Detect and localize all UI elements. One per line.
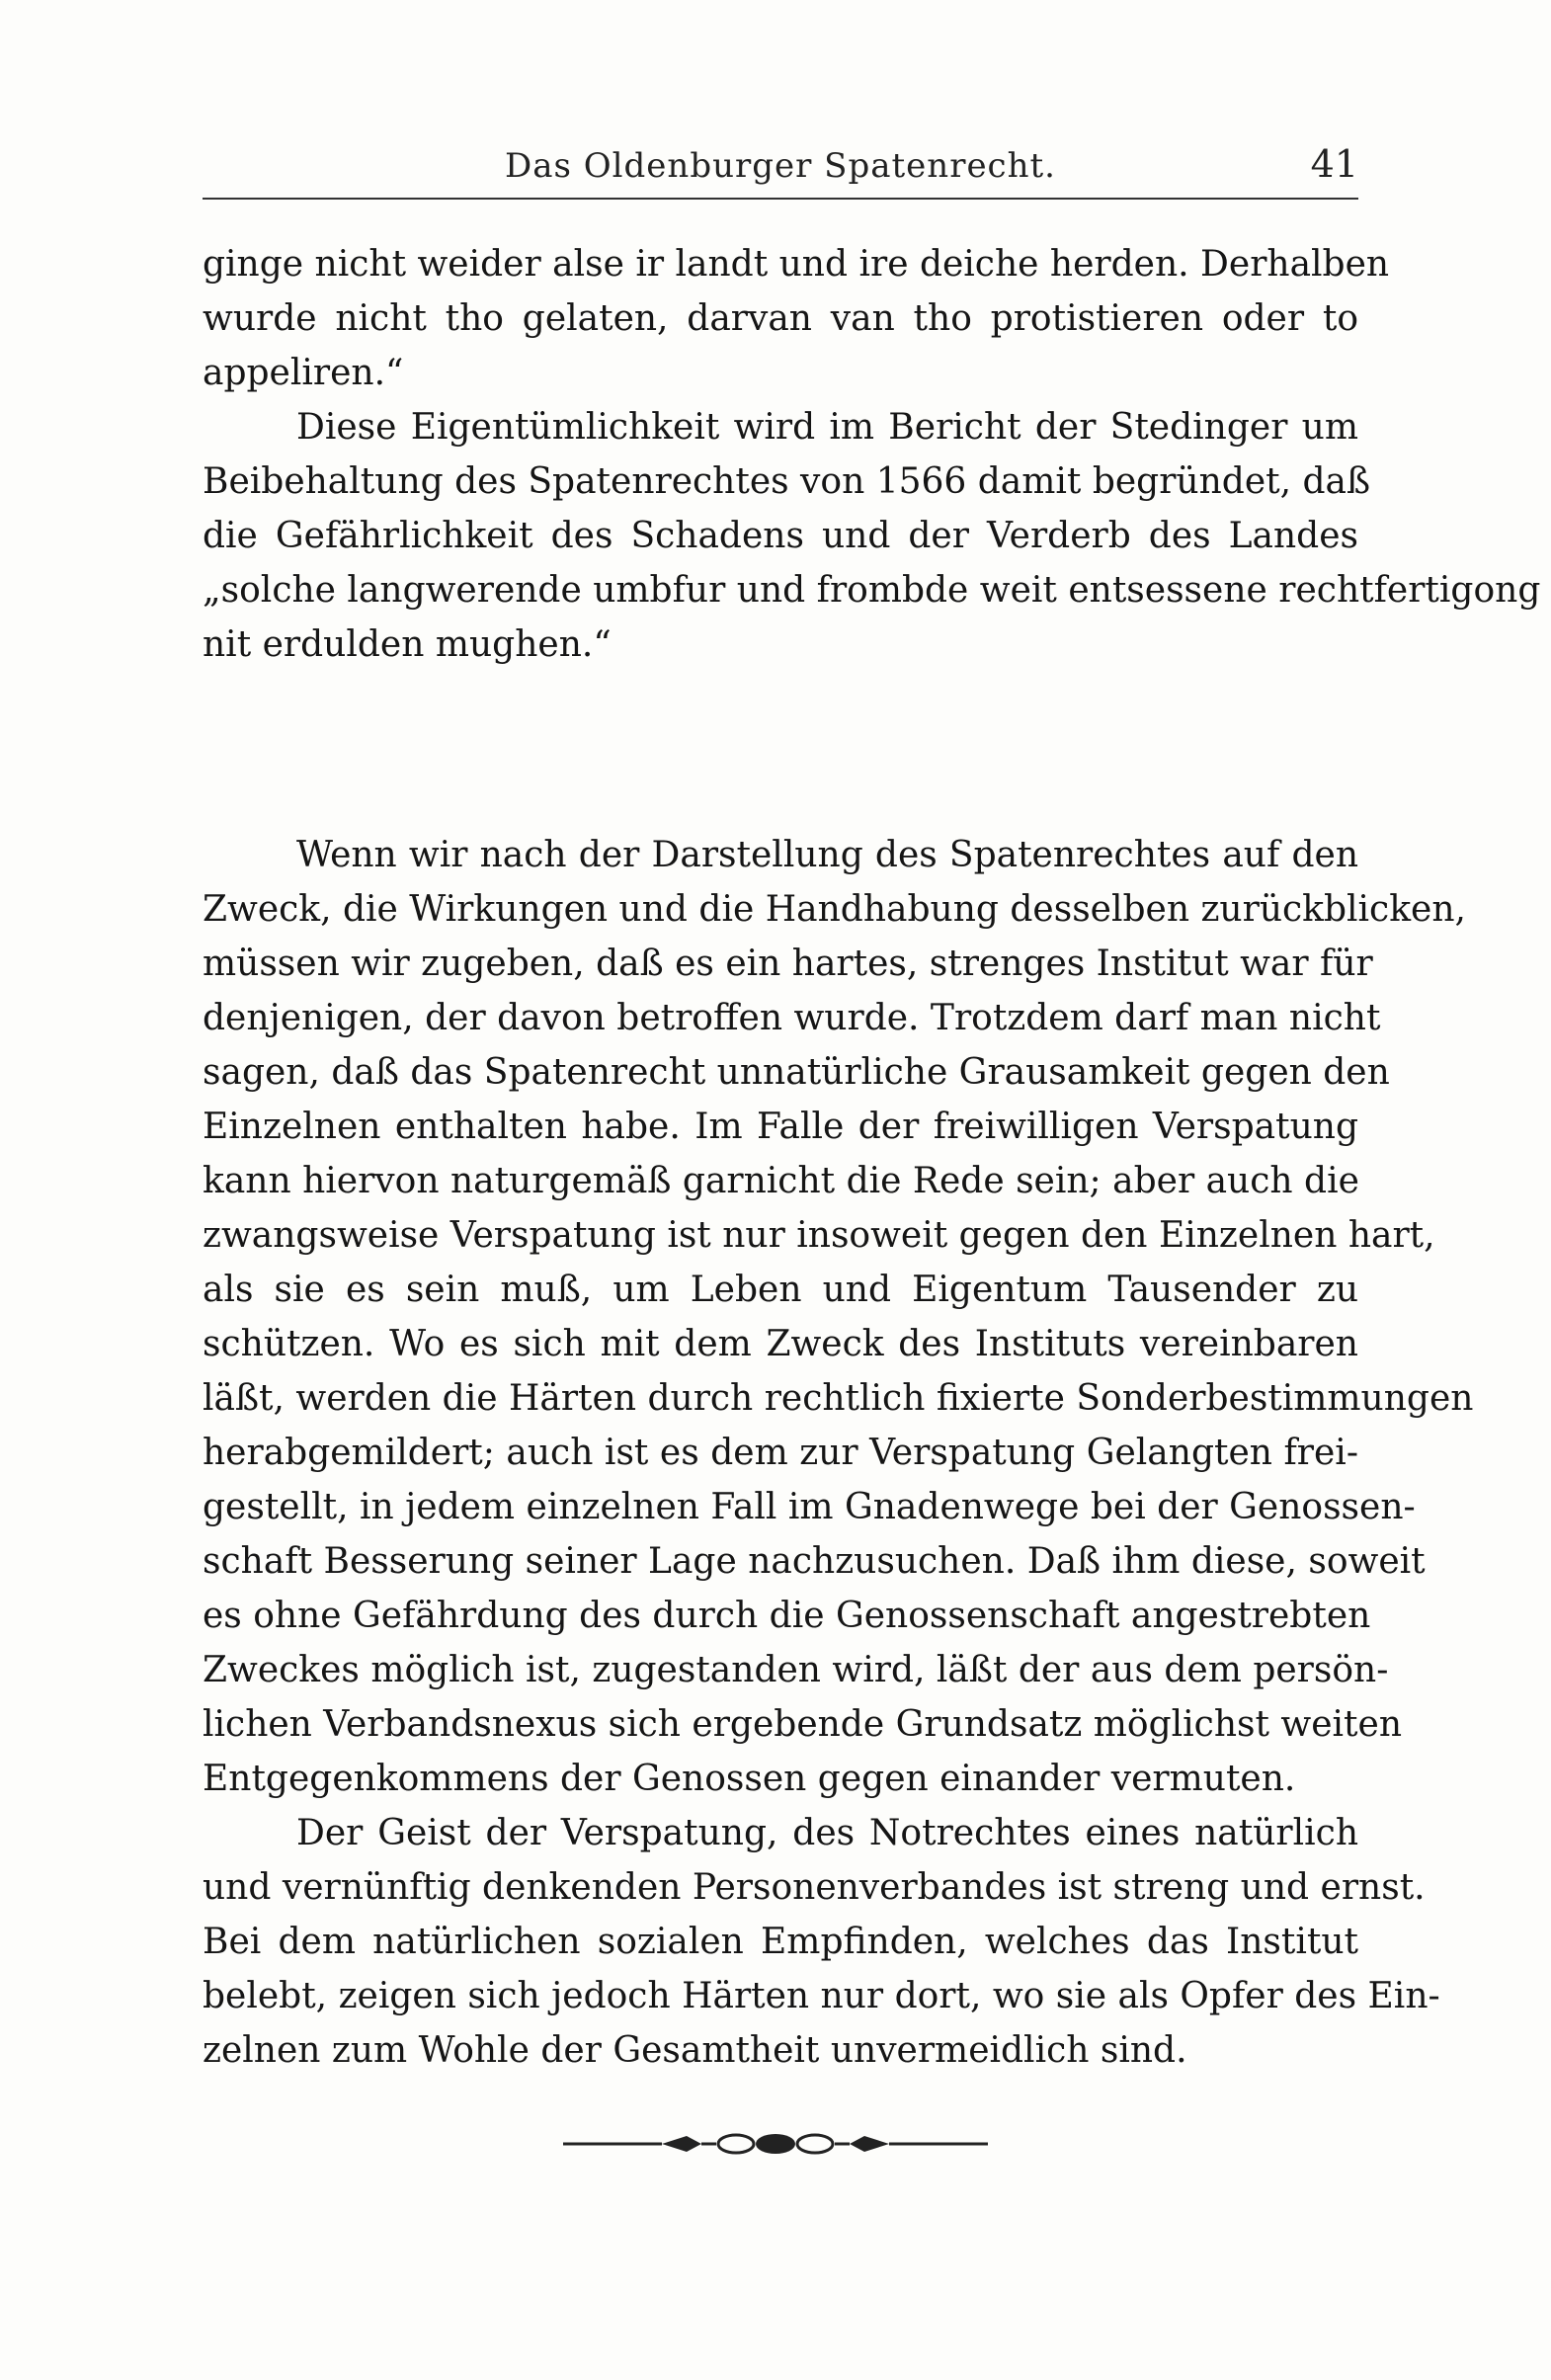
- ornament-divider: [563, 2129, 988, 2159]
- text-line: Diese Eigentümlichkeit wird im Bericht der Stedinger um: [296, 407, 1358, 448]
- text-line: läßt, werden die Härten durch rechtlich fixierte Sonderbestimmungen: [203, 1378, 1474, 1419]
- text-line: als sie es sein muß, um Leben und Eigentum Tausender zu: [203, 1270, 1358, 1310]
- text-line: zwangsweise Verspatung ist nur insoweit gegen den Einzelnen hart,: [203, 1215, 1435, 1256]
- paragraph-2: [203, 400, 1541, 672]
- text-line: es ohne Gefährdung des durch die Genossenschaft angestrebten: [203, 1596, 1371, 1636]
- text-line: Zweck, die Wirkungen und die Handhabung desselben zurückblicken,: [203, 889, 1466, 930]
- text-line: herabgemildert; auch ist es dem zur Verspatung Gelangten frei-: [203, 1433, 1358, 1473]
- text-line: die Gefährlichkeit des Schadens und der Verderb des Landes: [203, 516, 1358, 556]
- text-line: schaft Besserung seiner Lage nachzusuchen. Daß ihm diese, soweit: [203, 1541, 1426, 1582]
- paragraph-4: [203, 1806, 1440, 2078]
- text-line: Bei dem natürlichen sozialen Empfinden, welches das Institut: [203, 1922, 1358, 1962]
- text-line: gestellt, in jedem einzelnen Fall im Gnadenwege bei der Genossen-: [203, 1487, 1416, 1527]
- text-line: zelnen zum Wohle der Gesamtheit unvermeidlich sind.: [203, 2030, 1187, 2071]
- text-line: sagen, daß das Spatenrecht unnatürliche Grausamkeit gegen den: [203, 1052, 1390, 1093]
- paragraph-3: [203, 828, 1474, 1806]
- text-line: nit erdulden mughen.“: [203, 624, 612, 665]
- text-line: ginge nicht weider alse ir landt und ire deiche herden. Derhalben: [203, 244, 1390, 285]
- text-line: und vernünftig denkenden Personenverbandes ist streng und ernst.: [203, 1867, 1426, 1908]
- text-line: Entgegenkommens der Genossen gegen einander vermuten.: [203, 1759, 1296, 1799]
- text-line: Zweckes möglich ist, zugestanden wird, läßt der aus dem persön-: [203, 1650, 1389, 1690]
- text-line: Wenn wir nach der Darstellung des Spatenrechtes auf den: [296, 835, 1358, 875]
- text-line: müssen wir zugeben, daß es ein hartes, strenges Institut war für: [203, 944, 1373, 984]
- header-rule: [203, 198, 1358, 200]
- text-line: kann hiervon naturgemäß garnicht die Rede sein; aber auch die: [203, 1161, 1359, 1201]
- page-number: 41: [1310, 142, 1358, 186]
- text-line: Der Geist der Verspatung, des Notrechtes eines natürlich: [296, 1813, 1358, 1853]
- text-line: wurde nicht tho gelaten, darvan van tho protistieren oder to: [203, 298, 1358, 339]
- text-line: Beibehaltung des Spatenrechtes von 1566 damit begründet, daß: [203, 461, 1371, 502]
- text-line: „solche langwerende umbfur und frombde weit entsessene rechtfertigong: [203, 570, 1541, 611]
- text-line: appeliren.“: [203, 353, 404, 393]
- paragraph-1: [203, 237, 1390, 400]
- text-line: denjenigen, der davon betroffen wurde. Trotzdem darf man nicht: [203, 998, 1381, 1038]
- text-line: belebt, zeigen sich jedoch Härten nur dort, wo sie als Opfer des Ein-: [203, 1976, 1440, 2016]
- running-head: [203, 138, 1358, 198]
- text-line: Einzelnen enthalten habe. Im Falle der freiwilligen Verspatung: [203, 1107, 1358, 1147]
- text-line: lichen Verbandsnexus sich ergebende Grundsatz möglichst weiten: [203, 1704, 1402, 1745]
- running-title: Das Oldenburger Spatenrecht.: [505, 146, 1056, 186]
- text-line: schützen. Wo es sich mit dem Zweck des Instituts vereinbaren: [203, 1324, 1358, 1364]
